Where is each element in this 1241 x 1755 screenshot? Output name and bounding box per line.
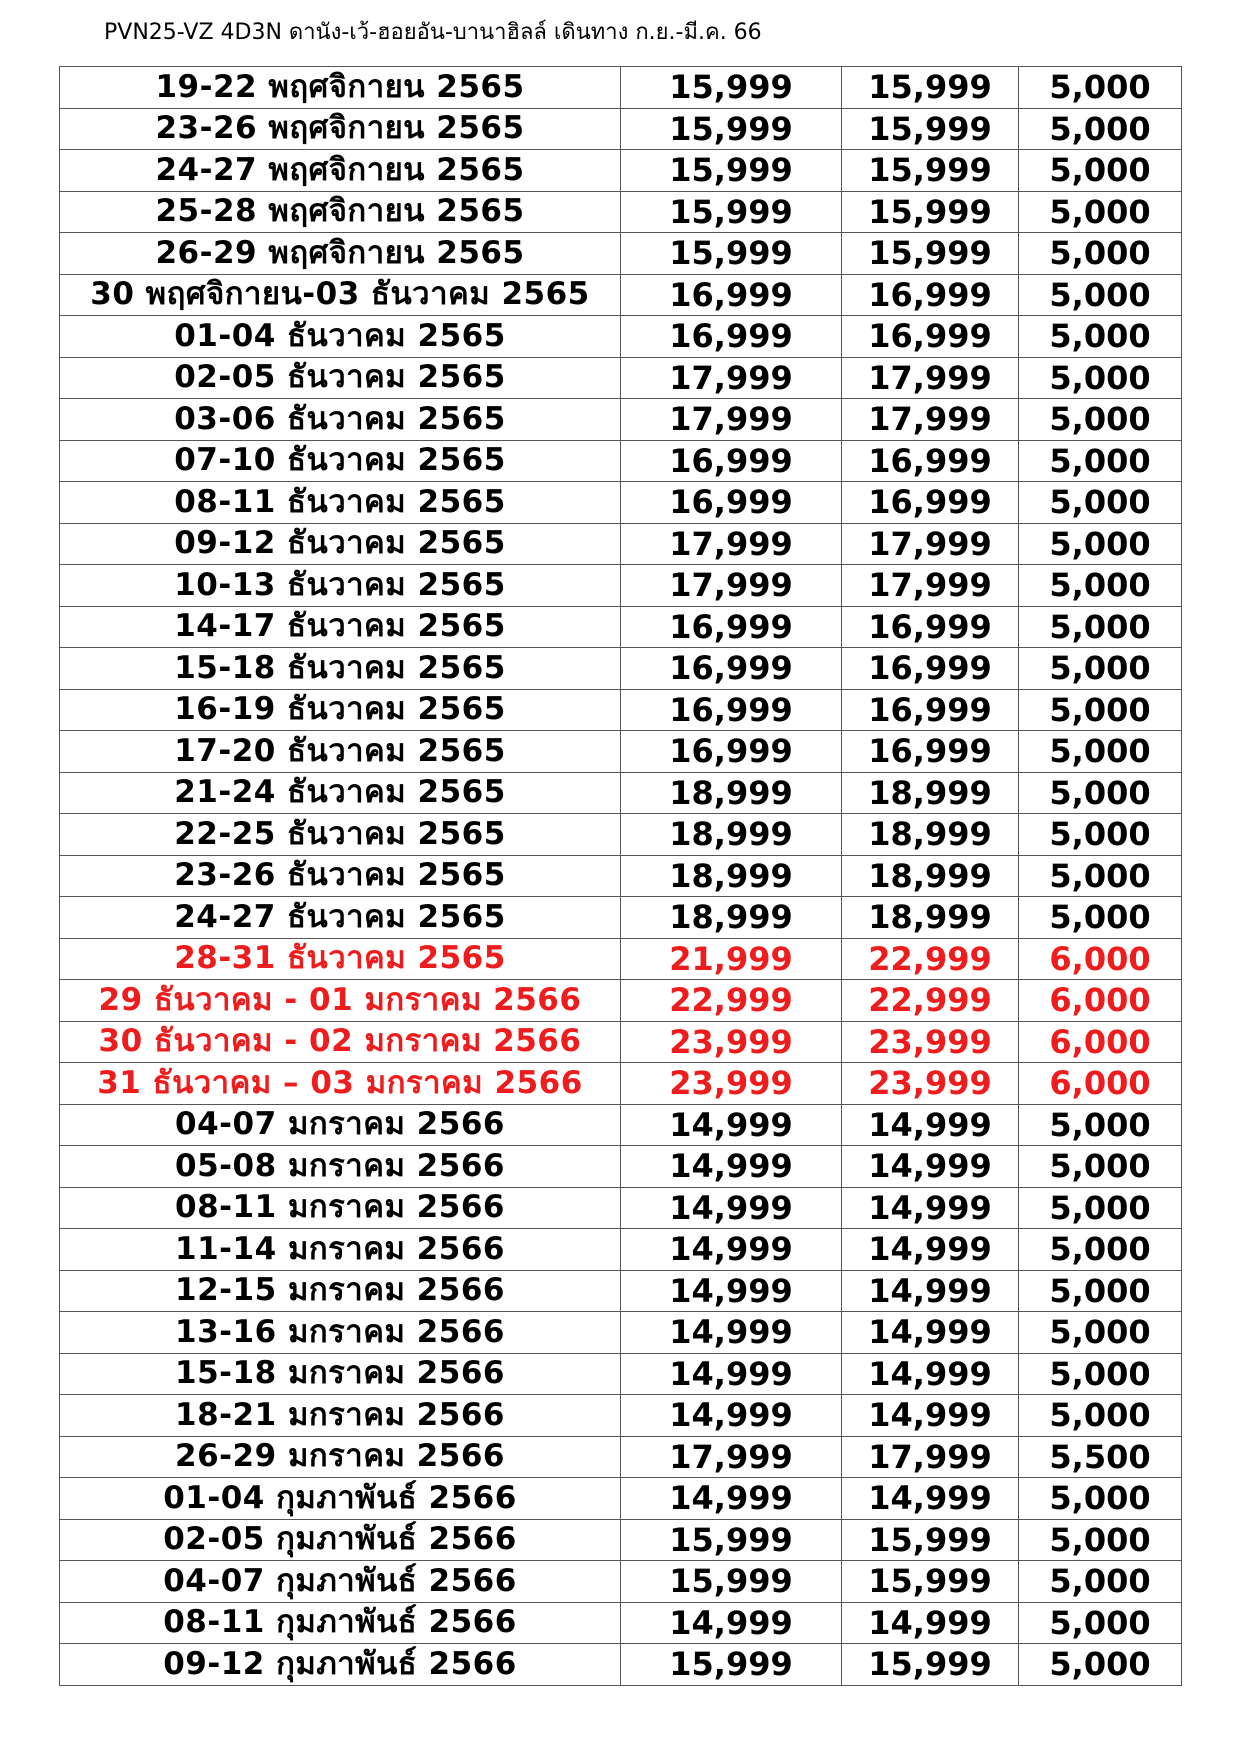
date-cell: 26-29 มกราคม 2566 bbox=[60, 1436, 621, 1478]
date-cell: 21-24 ธันวาคม 2565 bbox=[60, 772, 621, 814]
table-row bbox=[60, 1519, 1182, 1561]
date-cell: 30 ธันวาคม - 02 มกราคม 2566 bbox=[60, 1021, 621, 1063]
table-row bbox=[60, 1644, 1182, 1686]
price-cell-2: 16,999 bbox=[842, 731, 1019, 773]
price-cell-1: 14,999 bbox=[621, 1146, 842, 1188]
price-cell-1: 14,999 bbox=[621, 1602, 842, 1644]
table-row bbox=[60, 1104, 1182, 1146]
price-cell-1: 22,999 bbox=[621, 980, 842, 1022]
price-cell-2: 14,999 bbox=[842, 1353, 1019, 1395]
price-cell-1: 17,999 bbox=[621, 357, 842, 399]
date-cell: 09-12 กุมภาพันธ์ 2566 bbox=[60, 1644, 621, 1686]
price-cell-2: 14,999 bbox=[842, 1270, 1019, 1312]
price-cell-3: 5,000 bbox=[1019, 482, 1182, 524]
price-cell-1: 23,999 bbox=[621, 1063, 842, 1105]
date-cell: 12-15 มกราคม 2566 bbox=[60, 1270, 621, 1312]
table-row bbox=[60, 67, 1182, 109]
price-cell-3: 5,000 bbox=[1019, 772, 1182, 814]
table-row bbox=[60, 1187, 1182, 1229]
price-cell-3: 6,000 bbox=[1019, 1021, 1182, 1063]
price-cell-1: 14,999 bbox=[621, 1187, 842, 1229]
table-row bbox=[60, 606, 1182, 648]
price-cell-2: 15,999 bbox=[842, 233, 1019, 275]
price-cell-2: 15,999 bbox=[842, 108, 1019, 150]
table-row bbox=[60, 1353, 1182, 1395]
price-cell-3: 5,000 bbox=[1019, 233, 1182, 275]
price-cell-3: 5,000 bbox=[1019, 1478, 1182, 1520]
price-cell-1: 15,999 bbox=[621, 150, 842, 192]
price-cell-3: 5,000 bbox=[1019, 1395, 1182, 1437]
table-row bbox=[60, 274, 1182, 316]
price-cell-3: 5,500 bbox=[1019, 1436, 1182, 1478]
price-cell-3: 5,000 bbox=[1019, 274, 1182, 316]
table-row bbox=[60, 897, 1182, 939]
price-cell-1: 15,999 bbox=[621, 67, 842, 109]
price-cell-3: 5,000 bbox=[1019, 523, 1182, 565]
price-cell-2: 23,999 bbox=[842, 1021, 1019, 1063]
table-row bbox=[60, 440, 1182, 482]
price-cell-3: 5,000 bbox=[1019, 440, 1182, 482]
price-cell-1: 16,999 bbox=[621, 316, 842, 358]
price-cell-1: 15,999 bbox=[621, 233, 842, 275]
table-row bbox=[60, 233, 1182, 275]
price-cell-1: 14,999 bbox=[621, 1312, 842, 1354]
price-cell-1: 15,999 bbox=[621, 1561, 842, 1603]
price-cell-1: 23,999 bbox=[621, 1021, 842, 1063]
price-cell-3: 5,000 bbox=[1019, 67, 1182, 109]
price-cell-2: 14,999 bbox=[842, 1602, 1019, 1644]
price-cell-3: 5,000 bbox=[1019, 1312, 1182, 1354]
price-cell-3: 5,000 bbox=[1019, 1519, 1182, 1561]
table-row bbox=[60, 1063, 1182, 1105]
price-cell-1: 21,999 bbox=[621, 938, 842, 980]
price-cell-2: 18,999 bbox=[842, 814, 1019, 856]
date-cell: 13-16 มกราคม 2566 bbox=[60, 1312, 621, 1354]
price-cell-2: 18,999 bbox=[842, 897, 1019, 939]
price-cell-2: 16,999 bbox=[842, 648, 1019, 690]
price-cell-3: 5,000 bbox=[1019, 565, 1182, 607]
price-cell-1: 18,999 bbox=[621, 814, 842, 856]
date-cell: 01-04 ธันวาคม 2565 bbox=[60, 316, 621, 358]
date-cell: 08-11 กุมภาพันธ์ 2566 bbox=[60, 1602, 621, 1644]
price-cell-1: 15,999 bbox=[621, 1519, 842, 1561]
date-cell: 03-06 ธันวาคม 2565 bbox=[60, 399, 621, 441]
table-row bbox=[60, 980, 1182, 1022]
price-cell-3: 5,000 bbox=[1019, 1270, 1182, 1312]
price-cell-1: 14,999 bbox=[621, 1478, 842, 1520]
price-cell-2: 18,999 bbox=[842, 772, 1019, 814]
date-cell: 16-19 ธันวาคม 2565 bbox=[60, 689, 621, 731]
table-row bbox=[60, 938, 1182, 980]
price-cell-1: 14,999 bbox=[621, 1229, 842, 1271]
table-row bbox=[60, 399, 1182, 441]
date-cell: 23-26 พฤศจิกายน 2565 bbox=[60, 108, 621, 150]
table-row bbox=[60, 1561, 1182, 1603]
price-cell-2: 16,999 bbox=[842, 482, 1019, 524]
table-row bbox=[60, 1270, 1182, 1312]
date-cell: 04-07 กุมภาพันธ์ 2566 bbox=[60, 1561, 621, 1603]
price-cell-2: 14,999 bbox=[842, 1312, 1019, 1354]
table-row bbox=[60, 482, 1182, 524]
table-row bbox=[60, 565, 1182, 607]
table-row bbox=[60, 108, 1182, 150]
price-cell-1: 15,999 bbox=[621, 191, 842, 233]
table-row bbox=[60, 191, 1182, 233]
date-cell: 01-04 กุมภาพันธ์ 2566 bbox=[60, 1478, 621, 1520]
date-cell: 29 ธันวาคม - 01 มกราคม 2566 bbox=[60, 980, 621, 1022]
price-cell-2: 22,999 bbox=[842, 980, 1019, 1022]
date-cell: 05-08 มกราคม 2566 bbox=[60, 1146, 621, 1188]
table-row bbox=[60, 523, 1182, 565]
price-table-body bbox=[60, 67, 1182, 1686]
price-cell-3: 5,000 bbox=[1019, 1353, 1182, 1395]
price-cell-3: 5,000 bbox=[1019, 855, 1182, 897]
date-cell: 18-21 มกราคม 2566 bbox=[60, 1395, 621, 1437]
price-cell-2: 15,999 bbox=[842, 150, 1019, 192]
price-cell-2: 16,999 bbox=[842, 440, 1019, 482]
price-cell-2: 15,999 bbox=[842, 1644, 1019, 1686]
date-cell: 24-27 ธันวาคม 2565 bbox=[60, 897, 621, 939]
price-cell-2: 14,999 bbox=[842, 1146, 1019, 1188]
price-cell-1: 18,999 bbox=[621, 772, 842, 814]
price-cell-1: 14,999 bbox=[621, 1353, 842, 1395]
price-cell-1: 15,999 bbox=[621, 108, 842, 150]
price-cell-3: 5,000 bbox=[1019, 150, 1182, 192]
date-cell: 26-29 พฤศจิกายน 2565 bbox=[60, 233, 621, 275]
price-cell-3: 5,000 bbox=[1019, 689, 1182, 731]
date-cell: 25-28 พฤศจิกายน 2565 bbox=[60, 191, 621, 233]
table-row bbox=[60, 1436, 1182, 1478]
table-row bbox=[60, 150, 1182, 192]
price-cell-2: 16,999 bbox=[842, 689, 1019, 731]
date-cell: 19-22 พฤศจิกายน 2565 bbox=[60, 67, 621, 109]
price-cell-2: 14,999 bbox=[842, 1395, 1019, 1437]
price-cell-3: 5,000 bbox=[1019, 1644, 1182, 1686]
table-row bbox=[60, 1229, 1182, 1271]
price-cell-3: 5,000 bbox=[1019, 1104, 1182, 1146]
table-row bbox=[60, 731, 1182, 773]
table-row bbox=[60, 814, 1182, 856]
date-cell: 14-17 ธันวาคม 2565 bbox=[60, 606, 621, 648]
price-cell-2: 23,999 bbox=[842, 1063, 1019, 1105]
price-cell-1: 17,999 bbox=[621, 1436, 842, 1478]
price-cell-1: 17,999 bbox=[621, 523, 842, 565]
table-row bbox=[60, 648, 1182, 690]
price-cell-1: 14,999 bbox=[621, 1104, 842, 1146]
price-cell-2: 17,999 bbox=[842, 565, 1019, 607]
price-cell-2: 15,999 bbox=[842, 1561, 1019, 1603]
date-cell: 08-11 ธันวาคม 2565 bbox=[60, 482, 621, 524]
price-cell-1: 16,999 bbox=[621, 648, 842, 690]
price-cell-3: 6,000 bbox=[1019, 980, 1182, 1022]
price-cell-1: 15,999 bbox=[621, 1644, 842, 1686]
table-row bbox=[60, 772, 1182, 814]
price-cell-1: 17,999 bbox=[621, 565, 842, 607]
price-cell-1: 16,999 bbox=[621, 731, 842, 773]
price-cell-2: 15,999 bbox=[842, 191, 1019, 233]
price-cell-1: 18,999 bbox=[621, 897, 842, 939]
price-cell-3: 6,000 bbox=[1019, 1063, 1182, 1105]
price-table bbox=[59, 66, 1182, 1686]
price-cell-3: 6,000 bbox=[1019, 938, 1182, 980]
date-cell: 02-05 ธันวาคม 2565 bbox=[60, 357, 621, 399]
price-cell-3: 5,000 bbox=[1019, 357, 1182, 399]
price-cell-1: 16,999 bbox=[621, 440, 842, 482]
date-cell: 02-05 กุมภาพันธ์ 2566 bbox=[60, 1519, 621, 1561]
date-cell: 08-11 มกราคม 2566 bbox=[60, 1187, 621, 1229]
table-row bbox=[60, 1021, 1182, 1063]
date-cell: 09-12 ธันวาคม 2565 bbox=[60, 523, 621, 565]
price-cell-2: 14,999 bbox=[842, 1229, 1019, 1271]
price-cell-2: 15,999 bbox=[842, 1519, 1019, 1561]
price-cell-2: 16,999 bbox=[842, 606, 1019, 648]
price-cell-1: 14,999 bbox=[621, 1395, 842, 1437]
price-cell-3: 5,000 bbox=[1019, 399, 1182, 441]
price-cell-3: 5,000 bbox=[1019, 648, 1182, 690]
price-cell-3: 5,000 bbox=[1019, 1229, 1182, 1271]
price-cell-3: 5,000 bbox=[1019, 606, 1182, 648]
price-cell-2: 17,999 bbox=[842, 523, 1019, 565]
price-cell-1: 18,999 bbox=[621, 855, 842, 897]
price-cell-2: 15,999 bbox=[842, 67, 1019, 109]
table-row bbox=[60, 689, 1182, 731]
price-cell-2: 16,999 bbox=[842, 316, 1019, 358]
date-cell: 07-10 ธันวาคม 2565 bbox=[60, 440, 621, 482]
date-cell: 28-31 ธันวาคม 2565 bbox=[60, 938, 621, 980]
price-cell-1: 14,999 bbox=[621, 1270, 842, 1312]
price-cell-2: 14,999 bbox=[842, 1478, 1019, 1520]
price-cell-1: 16,999 bbox=[621, 689, 842, 731]
date-cell: 23-26 ธันวาคม 2565 bbox=[60, 855, 621, 897]
price-cell-3: 5,000 bbox=[1019, 316, 1182, 358]
table-row bbox=[60, 316, 1182, 358]
date-cell: 11-14 มกราคม 2566 bbox=[60, 1229, 621, 1271]
date-cell: 15-18 มกราคม 2566 bbox=[60, 1353, 621, 1395]
price-cell-3: 5,000 bbox=[1019, 1187, 1182, 1229]
price-cell-2: 22,999 bbox=[842, 938, 1019, 980]
price-cell-3: 5,000 bbox=[1019, 897, 1182, 939]
price-cell-2: 17,999 bbox=[842, 1436, 1019, 1478]
table-row bbox=[60, 1478, 1182, 1520]
price-cell-3: 5,000 bbox=[1019, 1561, 1182, 1603]
price-cell-2: 16,999 bbox=[842, 274, 1019, 316]
date-cell: 17-20 ธันวาคม 2565 bbox=[60, 731, 621, 773]
table-row bbox=[60, 1146, 1182, 1188]
price-cell-3: 5,000 bbox=[1019, 1146, 1182, 1188]
price-cell-3: 5,000 bbox=[1019, 1602, 1182, 1644]
date-cell: 10-13 ธันวาคม 2565 bbox=[60, 565, 621, 607]
date-cell: 24-27 พฤศจิกายน 2565 bbox=[60, 150, 621, 192]
price-cell-3: 5,000 bbox=[1019, 731, 1182, 773]
price-cell-1: 16,999 bbox=[621, 482, 842, 524]
price-cell-1: 16,999 bbox=[621, 606, 842, 648]
price-cell-2: 14,999 bbox=[842, 1104, 1019, 1146]
table-row bbox=[60, 1395, 1182, 1437]
date-cell: 22-25 ธันวาคม 2565 bbox=[60, 814, 621, 856]
price-cell-2: 18,999 bbox=[842, 855, 1019, 897]
table-row bbox=[60, 1602, 1182, 1644]
date-cell: 04-07 มกราคม 2566 bbox=[60, 1104, 621, 1146]
price-cell-3: 5,000 bbox=[1019, 191, 1182, 233]
date-cell: 15-18 ธันวาคม 2565 bbox=[60, 648, 621, 690]
date-cell: 30 พฤศจิกายน-03 ธันวาคม 2565 bbox=[60, 274, 621, 316]
table-row bbox=[60, 1312, 1182, 1354]
price-cell-3: 5,000 bbox=[1019, 108, 1182, 150]
date-cell: 31 ธันวาคม – 03 มกราคม 2566 bbox=[60, 1063, 621, 1105]
price-cell-2: 17,999 bbox=[842, 357, 1019, 399]
table-row bbox=[60, 855, 1182, 897]
price-cell-1: 16,999 bbox=[621, 274, 842, 316]
price-cell-3: 5,000 bbox=[1019, 814, 1182, 856]
price-cell-2: 14,999 bbox=[842, 1187, 1019, 1229]
document-title: PVN25-VZ 4D3N ดานัง-เว้-ฮอยอัน-บานาฮิลล์ เดินทาง ก.ย.-มี.ค. 66 bbox=[104, 20, 762, 45]
table-row bbox=[60, 357, 1182, 399]
price-cell-1: 17,999 bbox=[621, 399, 842, 441]
price-cell-2: 17,999 bbox=[842, 399, 1019, 441]
